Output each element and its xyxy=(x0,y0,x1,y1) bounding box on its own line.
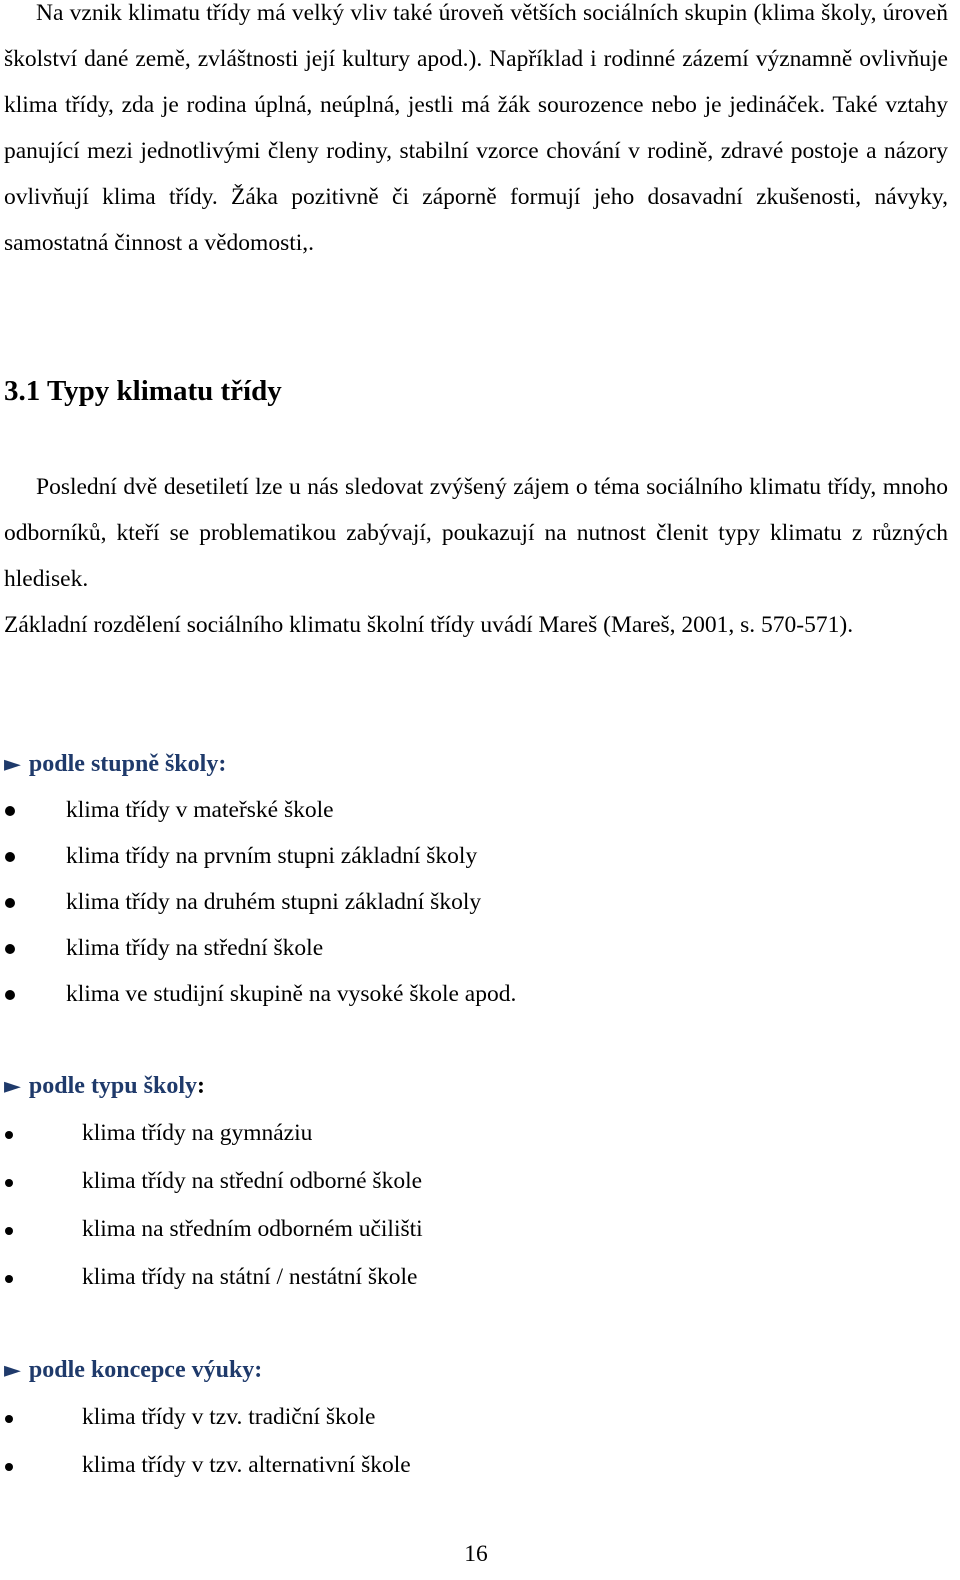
bullet-icon xyxy=(5,1179,13,1187)
list-item: klima třídy v mateřské škole xyxy=(0,787,700,833)
list-item: klima třídy v tzv. alternativní škole xyxy=(0,1442,700,1490)
group-heading-teaching-concept xyxy=(4,1347,262,1394)
section-heading: 3.1 Typy klimatu třídy xyxy=(4,375,282,407)
intro-paragraph xyxy=(4,0,948,266)
group-heading-label: podle stupně školy: xyxy=(28,751,227,777)
pointer-arrow-icon: ► xyxy=(4,1358,21,1383)
bullet-icon xyxy=(5,1415,13,1423)
page-number: 16 xyxy=(464,1541,488,1567)
pointer-arrow-icon: ► xyxy=(4,752,21,777)
list-item: klima třídy v tzv. tradiční škole xyxy=(0,1394,700,1442)
bullet-icon xyxy=(5,898,15,908)
list-item: klima třídy na prvním stupni základní školy xyxy=(0,833,700,879)
group-heading-label: podle typu školy xyxy=(28,1073,197,1099)
list-item: klima třídy na střední škole xyxy=(0,925,700,971)
list-item: klima třídy na druhém stupni základní školy xyxy=(0,879,700,925)
bullet-icon xyxy=(5,944,15,954)
list-item: klima třídy na gymnáziu xyxy=(0,1110,700,1158)
list-item: klima ve studijní skupině na vysoké škole apod. xyxy=(0,971,700,1017)
bullet-icon xyxy=(5,990,15,1000)
group-heading-school-type xyxy=(4,1063,205,1110)
bullet-icon xyxy=(5,1227,13,1235)
bullet-icon xyxy=(5,1463,13,1471)
group-heading-school-level xyxy=(4,741,226,788)
bullet-icon xyxy=(5,852,15,862)
paragraph-recent-interest xyxy=(4,464,948,602)
list-item: klima třídy na střední odborné škole xyxy=(0,1158,700,1206)
school-level-list xyxy=(0,787,700,1017)
bullet-icon xyxy=(5,806,15,816)
list-item: klima třídy na státní / nestátní škole xyxy=(0,1254,700,1302)
teaching-concept-list xyxy=(0,1394,700,1490)
bullet-icon xyxy=(5,1131,13,1139)
group-heading-suffix: : xyxy=(196,1073,205,1099)
paragraph-recent-interest-text: Poslední dvě desetiletí lze u nás sledovat zvýšený zájem o téma sociálního klimatu třídy, mnoho odborníků, kteří se problematikou zabývají, poukazují na nutnost členit typy klimatu z různých hledisek. xyxy=(4,474,948,592)
school-type-list xyxy=(0,1110,700,1302)
bullet-icon xyxy=(5,1275,13,1283)
list-item: klima na středním odborném učilišti xyxy=(0,1206,700,1254)
intro-paragraph-text: Na vznik klimatu třídy má velký vliv také úroveň větších sociálních skupin (klima školy, úroveň školství dané země, zvláštnosti její kultury apod.). Například i rodinné zázemí významně ovlivňuje klima třídy, zda je rodina úplná, neúplná, jestli má žák sourozence nebo je jedináček. Také vztahy panující mezi jednotlivými členy rodiny, stabilní vzorce chování v rodině, zdravé postoje a názory ovlivňují klima třídy. Žáka pozitivně či záporně formují jeho dosavadní zkušenosti, návyky, samostatná činnost a vědomosti,. xyxy=(4,0,948,256)
group-heading-label: podle koncepce výuky: xyxy=(28,1357,263,1383)
paragraph-basic-division: Základní rozdělení sociálního klimatu školní třídy uvádí Mareš (Mareš, 2001, s. 570-571). xyxy=(4,612,854,638)
pointer-arrow-icon: ► xyxy=(4,1074,21,1099)
